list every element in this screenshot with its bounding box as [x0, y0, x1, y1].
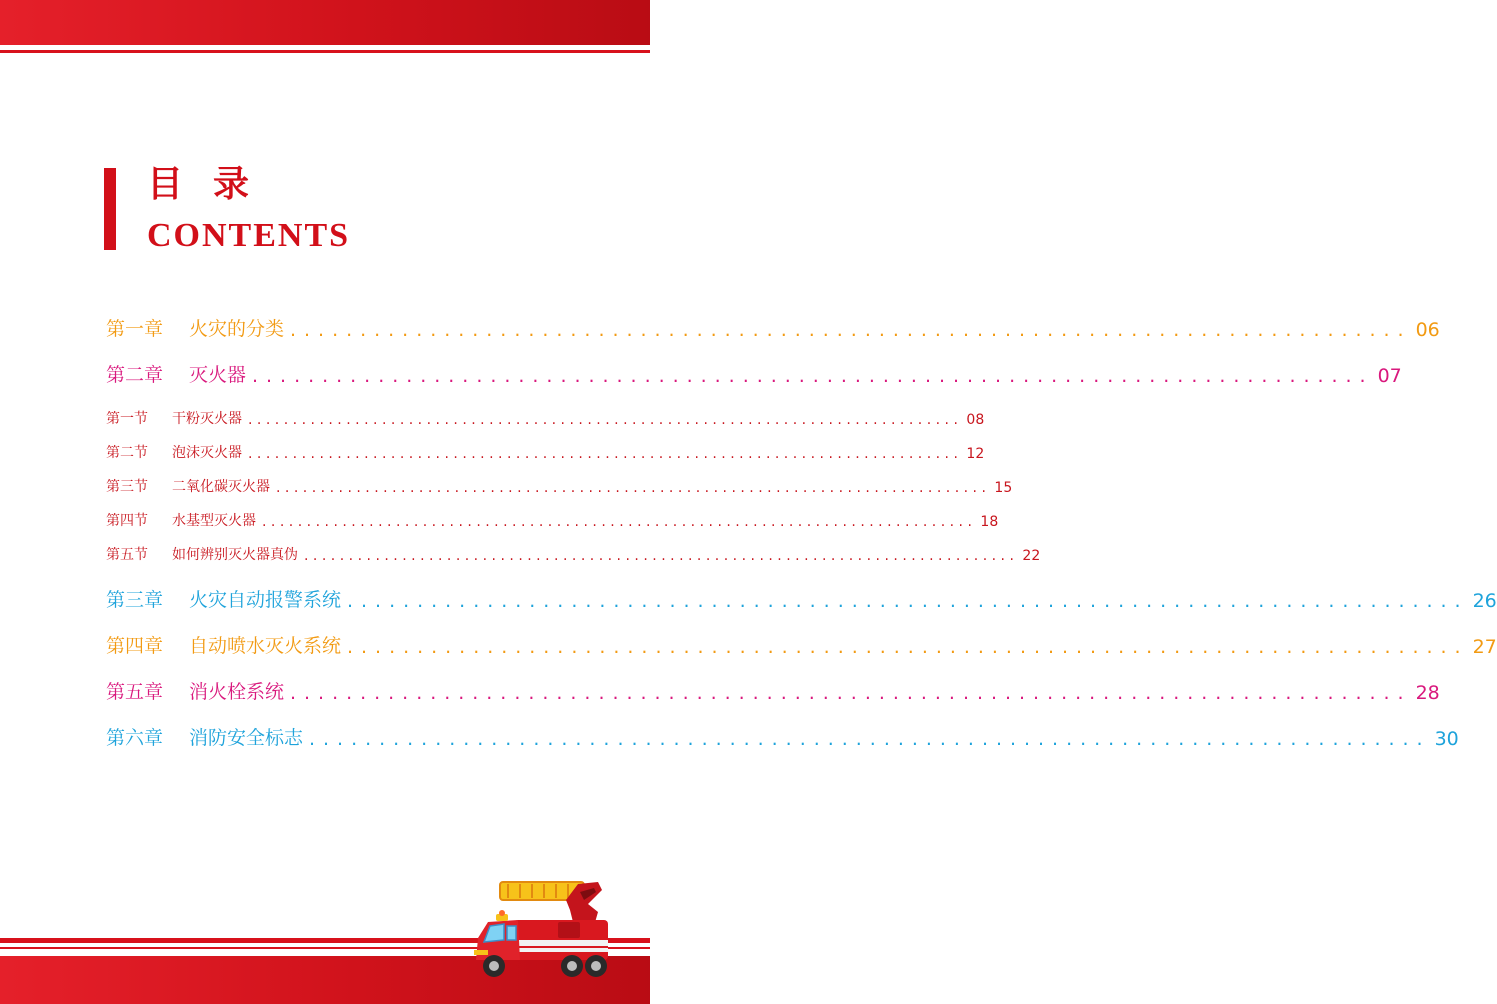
toc-leader-dots: ................................................................................	[276, 480, 991, 496]
toc-entry-title: 自动喷水灭火系统	[189, 635, 342, 657]
toc-entry-section-2[interactable]	[106, 440, 985, 462]
toc-entry-page: 27	[1472, 636, 1497, 658]
toc-entry-number: 第三章	[106, 589, 164, 611]
fire-truck-icon	[470, 878, 620, 982]
toc-entry-number: 第六章	[106, 727, 164, 749]
toc-entry-chapter-1[interactable]	[106, 313, 1440, 341]
toc-entry-chapter-5[interactable]	[106, 676, 1440, 704]
toc-entry-title: 二氧化碳灭火器	[172, 479, 270, 495]
top-band	[0, 0, 650, 45]
toc-leader-dots: ................................................................................	[262, 514, 977, 530]
toc-leader-dots: ................................................................................	[248, 446, 963, 462]
toc-leader-dots: ................................................................................	[304, 548, 1019, 564]
toc-entry-number: 第二节	[106, 445, 148, 461]
toc-entry-page: 18	[980, 514, 999, 530]
toc-entry-page: 06	[1415, 319, 1440, 341]
page-title: 目录	[147, 164, 280, 205]
toc-entry-number: 第四章	[106, 635, 164, 657]
toc-entry-section-1[interactable]	[106, 406, 985, 428]
top-rule	[0, 50, 650, 53]
toc-entry-number: 第五章	[106, 681, 164, 703]
toc-entry-page: 08	[966, 412, 985, 428]
toc-entry-number: 第五节	[106, 547, 148, 563]
toc-leader-dots: ................................................................................	[290, 319, 1412, 341]
toc-entry-title: 干粉灭火器	[172, 411, 242, 427]
toc-entry-title: 水基型灭火器	[172, 513, 256, 529]
toc-entry-number: 第一章	[106, 318, 164, 340]
toc-leader-dots: ................................................................................	[347, 636, 1469, 658]
toc-entry-page: 15	[994, 480, 1013, 496]
toc-entry-number: 第三节	[106, 479, 148, 495]
toc-entry-chapter-2[interactable]	[106, 359, 1402, 387]
toc-entry-page: 07	[1377, 365, 1402, 387]
toc-entry-title: 火灾自动报警系统	[189, 589, 342, 611]
toc-entry-title: 如何辨别灭火器真伪	[172, 547, 298, 563]
toc-entry-chapter-6[interactable]	[106, 722, 1459, 750]
toc-entry-page: 28	[1415, 682, 1440, 704]
toc-entry-page: 22	[1022, 548, 1041, 564]
page-subtitle: CONTENTS	[147, 217, 351, 254]
toc-entry-title: 消火栓系统	[189, 681, 285, 703]
toc-entry-number: 第四节	[106, 513, 148, 529]
toc-entry-title: 泡沫灭火器	[172, 445, 242, 461]
toc-entry-title: 火灾的分类	[189, 318, 285, 340]
toc-entry-number: 第一节	[106, 411, 148, 427]
toc-entry-title: 消防安全标志	[189, 727, 304, 749]
toc-leader-dots: ................................................................................	[248, 412, 963, 428]
toc-leader-dots: ................................................................................	[347, 590, 1469, 612]
toc-leader-dots: ................................................................................	[252, 365, 1374, 387]
toc-entry-page: 26	[1472, 590, 1497, 612]
toc-leader-dots: ................................................................................	[309, 728, 1431, 750]
toc-entry-page: 30	[1434, 728, 1459, 750]
toc-entry-section-4[interactable]	[106, 508, 999, 530]
toc-entry-title: 灭火器	[189, 364, 247, 386]
toc-leader-dots: ................................................................................	[290, 682, 1412, 704]
toc-entry-chapter-4[interactable]	[106, 630, 1497, 658]
toc-entry-section-3[interactable]	[106, 474, 1013, 496]
heading-accent-bar	[104, 168, 116, 250]
toc-entry-number: 第二章	[106, 364, 164, 386]
toc-entry-page: 12	[966, 446, 985, 462]
toc-entry-section-5[interactable]	[106, 542, 1041, 564]
toc-entry-chapter-3[interactable]	[106, 584, 1497, 612]
